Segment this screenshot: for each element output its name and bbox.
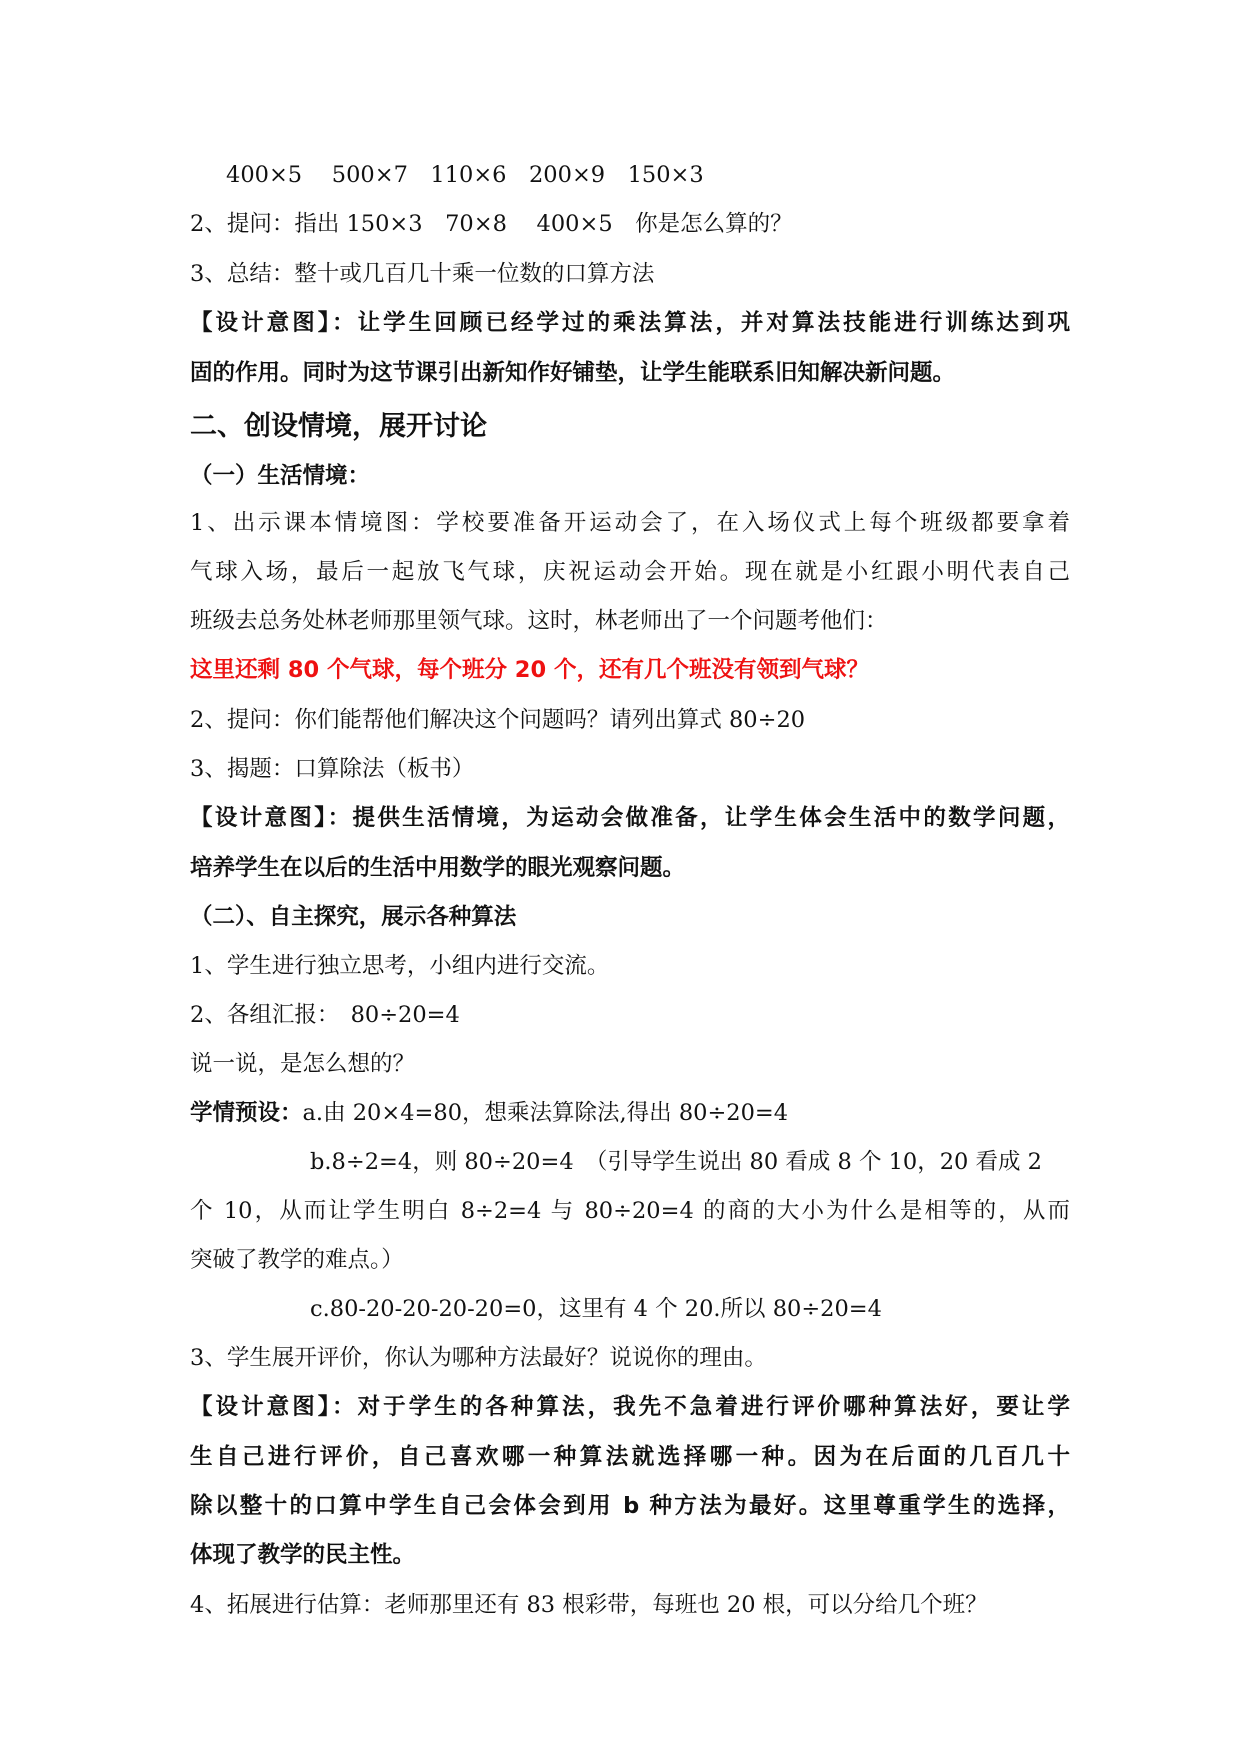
step-2-report: 2、各组汇报： 80÷20=4 [190,1002,460,1028]
design-intent-2-line-2: 培养学生在以后的生活中用数学的眼光观察问题。 [190,855,686,881]
design-intent-3-line-3: 除以整十的口算中学生自己会体会到用 b 种方法为最好。这里尊重学生的选择， [190,1493,1070,1519]
preset-a-text: a.由 20×4=80，想乘法算除法,得出 80÷20=4 [302,1100,789,1126]
red-problem-statement: 这里还剩 80 个气球，每个班分 20 个，还有几个班没有领到气球？ [190,657,869,683]
preset-b-line-3: 突破了教学的难点。） [190,1247,404,1273]
context-paragraph-line-1: 1、出示课本情境图：学校要准备开运动会了，在入场仪式上每个班级都要拿着 [190,510,1070,536]
say-how-prompt: 说一说，是怎么想的？ [190,1051,416,1077]
design-intent-3-line-1 [190,1392,1070,1422]
step-2-question: 2、提问：指出 150×3 70×8 400×5 你是怎么算的？ [190,211,793,237]
step-4-estimate: 4、拓展进行估算：老师那里还有 83 根彩带，每班也 20 根，可以分给几个班？ [190,1592,988,1618]
context-paragraph-line-2: 气球入场，最后一起放飞气球，庆祝运动会开始。现在就是小红跟小明代表自己 [190,559,1070,585]
design-intent-text: 提供生活情境，为运动会做准备，让学生体会生活中的数学问题， [352,805,1070,831]
preset-a [190,1098,1070,1128]
design-intent-text: 对于学生的各种算法，我先不急着进行评价哪种算法好，要让学 [357,1394,1070,1420]
design-intent-label: 【设计意图】： [190,805,353,831]
design-intent-1-line-1 [190,308,1070,338]
design-intent-label: 【设计意图】： [190,1394,358,1420]
design-intent-1-line-2: 固的作用。同时为这节课引出新知作好铺垫，让学生能联系旧知解决新问题。 [190,360,956,386]
step-3-summary: 3、总结：整十或几百几十乘一位数的口算方法 [190,261,655,287]
practice-expressions: 400×5 500×7 110×6 200×9 150×3 [226,162,704,188]
subsection-heading-life-context: （一）生活情境： [190,463,371,489]
design-intent-2-line-1 [190,803,1070,833]
design-intent-3-line-4: 体现了教学的民主性。 [190,1542,416,1568]
step-3-reveal-topic: 3、揭题：口算除法（板书） [190,756,475,782]
preset-label: 学情预设： [190,1100,303,1126]
preset-b-line-2: 个 10，从而让学生明白 8÷2=4 与 80÷20=4 的商的大小为什么是相等的，从而 [190,1198,1070,1224]
design-intent-3-line-2: 生自己进行评价，自己喜欢哪一种算法就选择哪一种。因为在后面的几百几十 [190,1444,1070,1470]
preset-b-line-1: b.8÷2=4，则 80÷20=4 （引导学生说出 80 看成 8 个 10，20 看成 2 [310,1149,1042,1175]
step-1-think: 1、学生进行独立思考，小组内进行交流。 [190,953,610,979]
context-paragraph-line-3: 班级去总务处林老师那里领气球。这时，林老师出了一个问题考他们： [190,608,888,634]
preset-c: c.80-20-20-20-20=0，这里有 4 个 20.所以 80÷20=4 [310,1296,882,1322]
step-2-ask: 2、提问：你们能帮他们解决这个问题吗？请列出算式 80÷20 [190,707,806,733]
design-intent-label: 【设计意图】： [190,310,358,336]
section-heading-2: 二、创设情境，展开讨论 [190,411,487,442]
design-intent-text: 让学生回顾已经学过的乘法算法，并对算法技能进行训练达到巩 [357,310,1070,336]
subsection-heading-exploration: （二）、自主探究，展示各种算法 [190,904,517,930]
step-3-evaluate: 3、学生展开评价，你认为哪种方法最好？说说你的理由。 [190,1345,767,1371]
